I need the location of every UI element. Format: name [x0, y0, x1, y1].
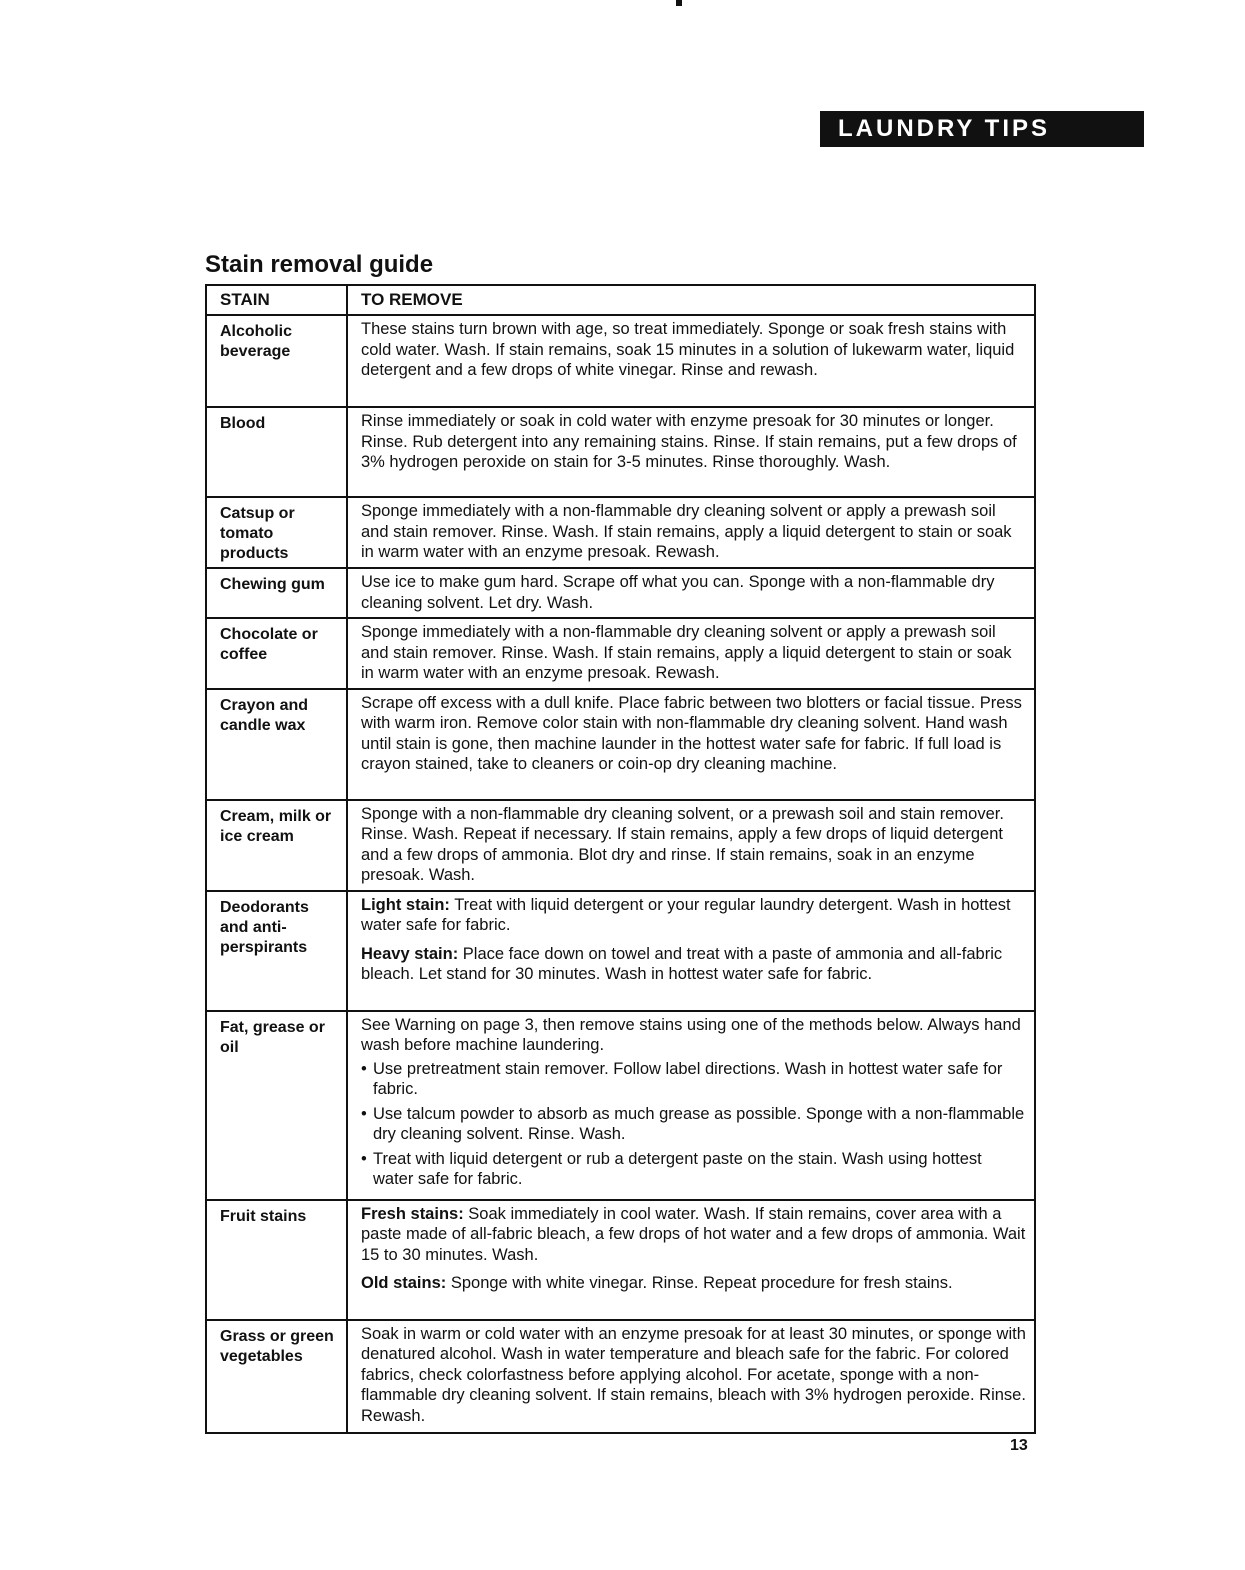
- light-stain-paragraph: [361, 895, 1026, 936]
- stain-name: Blood: [206, 407, 347, 497]
- removal-instructions: These stains turn brown with age, so treat immediately. Sponge or soak fresh stains with cold water. Wash. If stain remains, soak 15 minutes in a solution of lukewarm water, liquid detergent and a few drops of white vinegar. Rinse and rewash.: [347, 315, 1035, 407]
- scan-mark: [676, 0, 682, 6]
- table-row: [206, 1011, 1035, 1200]
- stain-name: Fat, grease or oil: [206, 1011, 347, 1200]
- table-row: [206, 568, 1035, 618]
- removal-instructions: Soak in warm or cold water with an enzyme presoak for at least 30 minutes, or sponge with denatured alcohol. Wash in water temperature and bleach safe for the fabric. For colored fabrics, check colorfastness before applying alcohol. For acetate, sponge with a non-flammable dry cleaning solvent. If stain remains, bleach with 3% hydrogen peroxide. Rinse. Rewash.: [347, 1320, 1035, 1433]
- heavy-stain-label: Heavy stain:: [361, 944, 459, 963]
- removal-instructions: [347, 1200, 1035, 1320]
- table-row: [206, 800, 1035, 891]
- stain-name: Catsup or tomato products: [206, 497, 347, 568]
- table-row: [206, 1320, 1035, 1433]
- stain-removal-table: [205, 284, 1036, 1434]
- removal-instructions: Use ice to make gum hard. Scrape off what you can. Sponge with a non-flammable dry cleaning solvent. Let dry. Wash.: [347, 568, 1035, 618]
- old-stain-paragraph: [361, 1273, 1026, 1294]
- method-list: [361, 1059, 1026, 1190]
- heavy-stain-paragraph: [361, 944, 1026, 985]
- column-header-to-remove: TO REMOVE: [347, 285, 1035, 315]
- removal-instructions: [347, 891, 1035, 1011]
- stain-name: Chocolate or coffee: [206, 618, 347, 689]
- table-row: [206, 689, 1035, 800]
- stain-name: Fruit stains: [206, 1200, 347, 1320]
- removal-instructions: Scrape off excess with a dull knife. Place fabric between two blotters or facial tissue. Press with warm iron. Remove color stain with non-flammable dry cleaning solvent. Hand wash until stain is gone, then machine launder in the hottest water safe for fabric. If full load is crayon stained, take to cleaners or coin-op dry cleaning machine.: [347, 689, 1035, 800]
- list-item: • Use pretreatment stain remover. Follow label directions. Wash in hottest water safe for fabric.: [361, 1059, 1026, 1100]
- list-item: • Treat with liquid detergent or rub a detergent paste on the stain. Wash using hottest water safe for fabric.: [361, 1149, 1026, 1190]
- stain-name: Crayon and candle wax: [206, 689, 347, 800]
- table-header-row: [206, 285, 1035, 315]
- stain-name: Deodorants and anti-perspirants: [206, 891, 347, 1011]
- section-banner: LAUNDRY TIPS: [820, 111, 1144, 147]
- stain-name: Cream, milk or ice cream: [206, 800, 347, 891]
- old-stain-text: Sponge with white vinegar. Rinse. Repeat procedure for fresh stains.: [446, 1274, 953, 1292]
- light-stain-label: Light stain:: [361, 895, 450, 914]
- stain-name: Chewing gum: [206, 568, 347, 618]
- stain-name: Grass or green vegetables: [206, 1320, 347, 1433]
- table-row: [206, 618, 1035, 689]
- list-item: • Use talcum powder to absorb as much grease as possible. Sponge with a non-flammable dry cleaning solvent. Rinse. Wash.: [361, 1104, 1026, 1145]
- light-stain-text: Treat with liquid detergent or your regular laundry detergent. Wash in hottest water safe for fabric.: [361, 895, 1011, 934]
- removal-instructions: Sponge immediately with a non-flammable dry cleaning solvent or apply a prewash soil and stain remover. Rinse. Wash. If stain remains, apply a liquid detergent to stain or soak in warm water with an enzyme presoak. Rewash.: [347, 497, 1035, 568]
- removal-instructions: Rinse immediately or soak in cold water with enzyme presoak for 30 minutes or longer. Rinse. Rub detergent into any remaining stains. Rinse. If stain remains, put a few drops of 3% hydrogen peroxide on stain for 3-5 minutes. Rinse thoroughly. Wash.: [347, 407, 1035, 497]
- grease-intro: See Warning on page 3, then remove stains using one of the methods below. Always hand wash before machine laundering.: [361, 1015, 1021, 1054]
- column-header-stain: STAIN: [206, 285, 347, 315]
- table-row: [206, 891, 1035, 1011]
- table-row: [206, 497, 1035, 568]
- table-row: [206, 315, 1035, 407]
- stain-name: Alcoholic beverage: [206, 315, 347, 407]
- page-title: Stain removal guide: [205, 251, 434, 278]
- removal-instructions: Sponge immediately with a non-flammable dry cleaning solvent or apply a prewash soil and stain remover. Rinse. Wash. If stain remains, apply a liquid detergent to stain or soak in warm water with an enzyme presoak. Rewash.: [347, 618, 1035, 689]
- table-row: [206, 1200, 1035, 1320]
- heavy-stain-text: Place face down on towel and treat with a paste of ammonia and all-fabric bleach. Let stand for 30 minutes. Wash in hottest water safe for fabric.: [361, 944, 1003, 983]
- fresh-stain-label: Fresh stains:: [361, 1204, 464, 1223]
- removal-instructions: [347, 1011, 1035, 1200]
- removal-instructions: Sponge with a non-flammable dry cleaning solvent, or a prewash soil and stain remover. Rinse. Wash. Repeat if necessary. If stain remains, apply a few drops of liquid detergent and a few drops of ammonia. Blot dry and rinse. If stain remains, soak in an enzyme presoak. Wash.: [347, 800, 1035, 891]
- old-stain-label: Old stains:: [361, 1274, 447, 1292]
- fresh-stain-paragraph: [361, 1204, 1026, 1266]
- fresh-stain-text: Soak immediately in cool water. Wash. If stain remains, cover area with a paste made of all-fabric bleach, a few drops of hot water and a few drops of ammonia. Wait 15 to 30 minutes. Wash.: [361, 1204, 1026, 1264]
- page-number: 13: [1010, 1437, 1028, 1454]
- table-row: [206, 407, 1035, 497]
